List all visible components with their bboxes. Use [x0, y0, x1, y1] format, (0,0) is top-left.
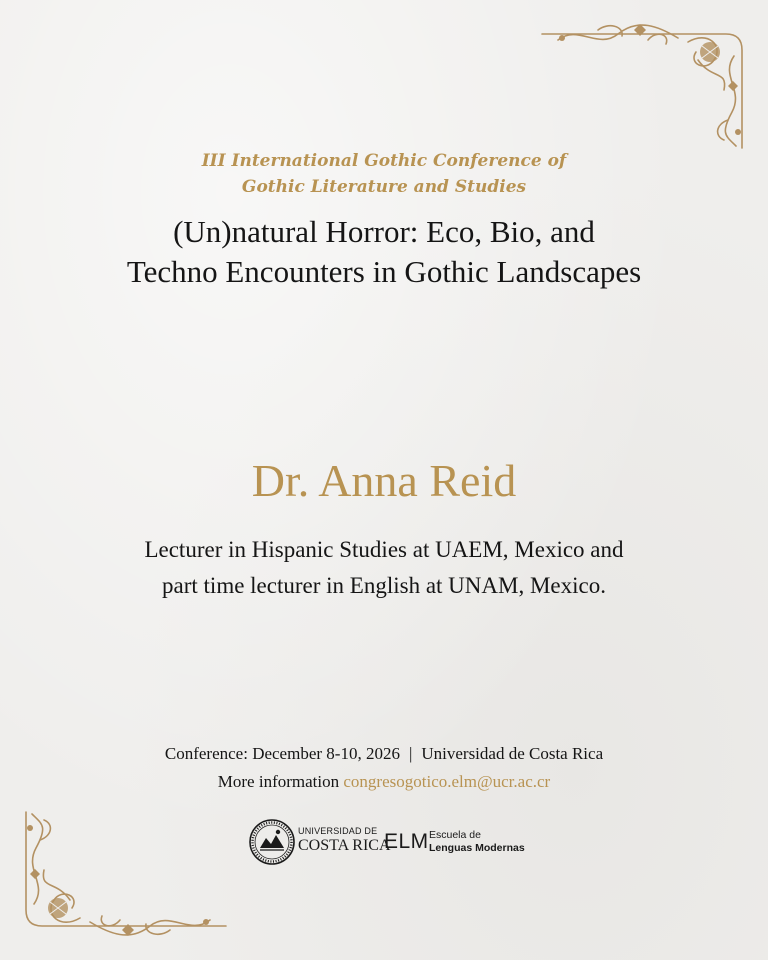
speaker-bio [0, 532, 768, 604]
elm-wordmark-line-2: Lenguas Modernas [429, 842, 525, 854]
conference-info [0, 740, 768, 796]
speaker-bio-line-2: part time lecturer in English at UNAM, Mexico. [162, 573, 606, 598]
ucr-wordmark-line-1: UNIVERSIDAD DE [298, 826, 378, 836]
corner-ornament-top-right-icon [538, 20, 750, 152]
theme-title-line-1: (Un)natural Horror: Eco, Bio, and [173, 214, 595, 249]
theme-title [0, 212, 768, 292]
conference-venue: Universidad de Costa Rica [421, 744, 604, 763]
info-separator: | [408, 744, 413, 763]
elm-wordmark-line-1: Escuela de [429, 829, 481, 841]
speaker-name: Dr. Anna Reid [251, 455, 517, 506]
conference-title-line-2: Gothic Literature and Studies [241, 177, 527, 197]
contact-email-link[interactable]: congresogotico.elm@ucr.ac.cr [343, 772, 551, 791]
conference-title [0, 148, 768, 200]
conference-dates-row [0, 740, 768, 768]
more-info-label: More information [217, 772, 340, 791]
conference-title-line-1: III International Gothic Conference of [201, 151, 567, 171]
theme-title-line-2: Techno Encounters in Gothic Landscapes [126, 254, 642, 289]
ucr-wordmark [298, 826, 391, 854]
elm-logo-abbreviation: ELM [384, 830, 429, 853]
corner-ornament-bottom-left-icon [18, 808, 230, 940]
speaker-bio-line-1: Lecturer in Hispanic Studies at UAEM, Mexico and [144, 537, 624, 562]
elm-wordmark [429, 829, 525, 855]
conference-dates: Conference: December 8-10, 2026 [164, 744, 400, 763]
ucr-seal-icon [248, 818, 296, 866]
ucr-wordmark-line-2: COSTA RICA [298, 837, 391, 854]
more-info-row [0, 768, 768, 796]
institution-logos [248, 818, 538, 870]
